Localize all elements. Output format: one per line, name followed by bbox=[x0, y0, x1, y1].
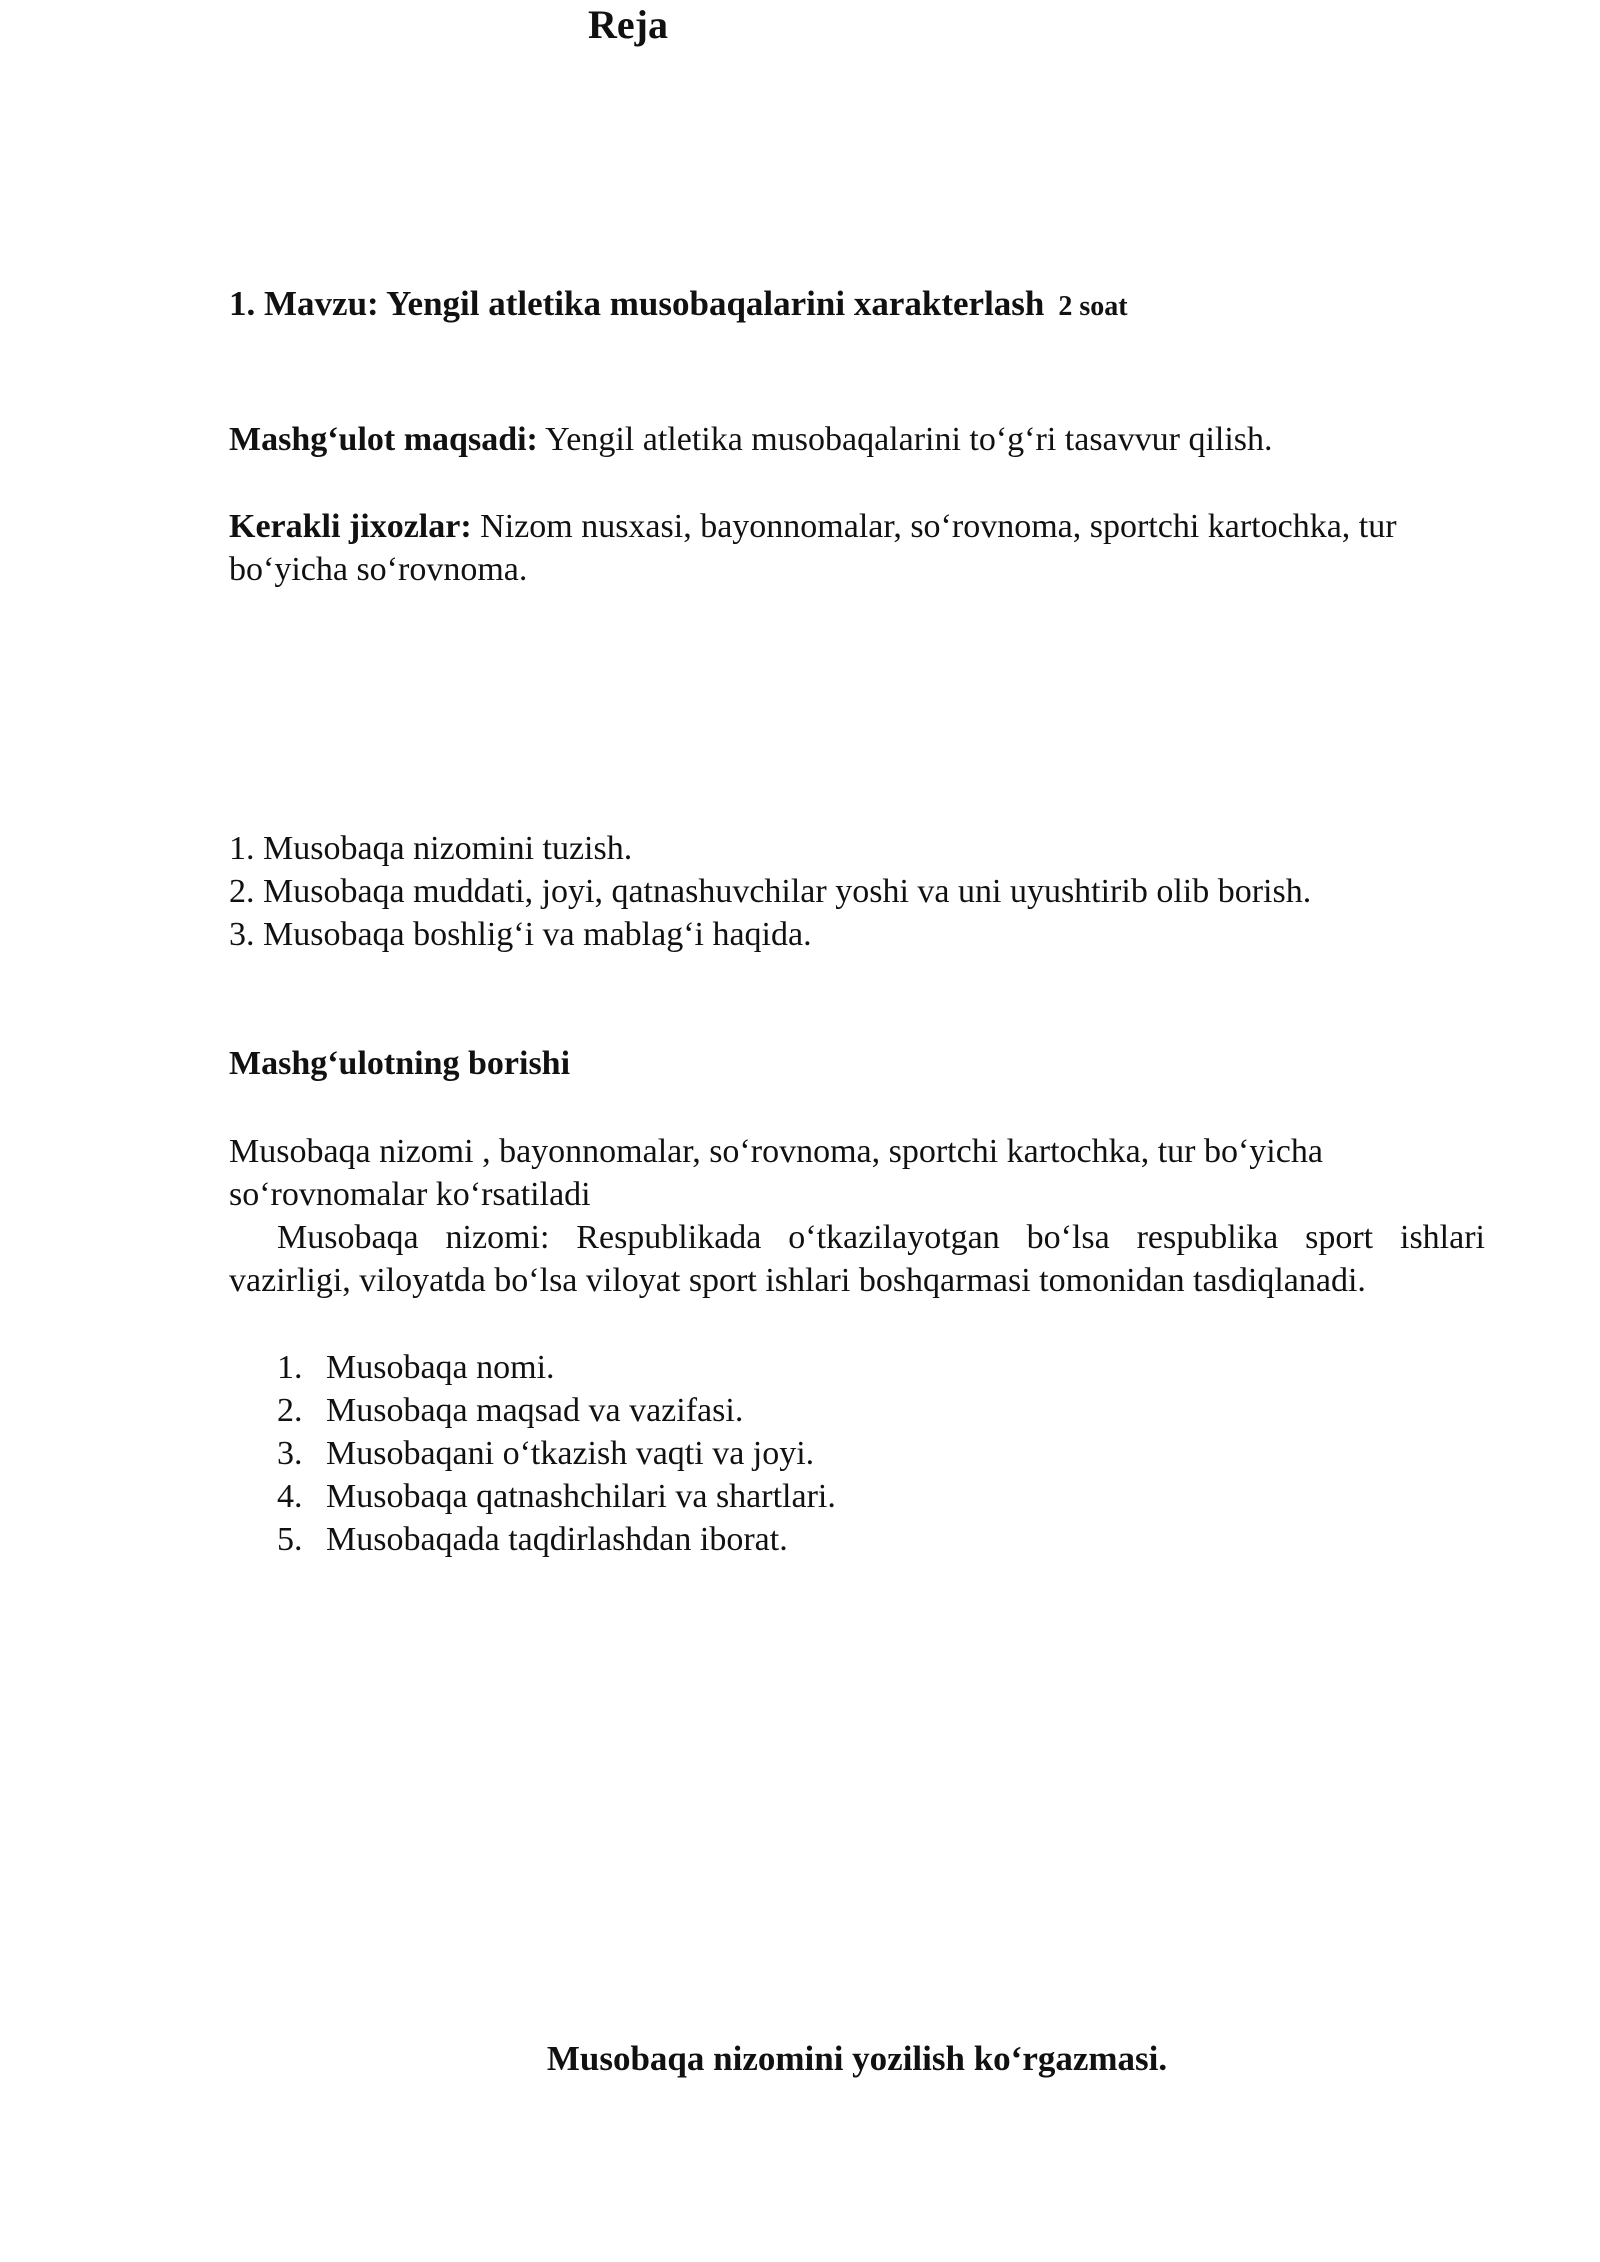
plan-item: 1. Musobaqa nizomini tuzish. bbox=[229, 830, 633, 867]
plan-item: 3. Musobaqa boshlig‘i va mablag‘i haqida. bbox=[229, 916, 812, 953]
plan-heading: Reja bbox=[588, 2, 668, 47]
regulation-list bbox=[277, 1346, 836, 1561]
exhibit-caption: Musobaqa nizomini yozilish ko‘rgazmasi. bbox=[546, 2039, 1168, 2078]
list-item-number: 2. bbox=[277, 1392, 303, 1429]
list-item-text: Musobaqa maqsad va vazifasi. bbox=[326, 1392, 744, 1429]
list-item-number: 3. bbox=[277, 1435, 303, 1472]
plan-item: 2. Musobaqa muddati, joyi, qatnashuvchilar yoshi va uni uyushtirib olib borish. bbox=[229, 873, 1312, 910]
list-item bbox=[277, 1475, 836, 1518]
progress-description bbox=[229, 1130, 1485, 1302]
topic-title bbox=[229, 282, 1485, 328]
progress-intro: Musobaqa nizomi , bayonnomalar, so‘rovnoma, sportchi kartochka, tur bo‘yicha so‘rovnomalar ko‘rsatiladi bbox=[229, 1133, 1323, 1213]
lesson-goal-text: Yengil atletika musobaqalarini to‘g‘ri tasavvur qilish. bbox=[537, 421, 1273, 458]
list-item bbox=[277, 1432, 836, 1475]
lesson-goal bbox=[229, 418, 1485, 461]
list-item-number: 4. bbox=[277, 1478, 303, 1515]
topic-hours: 2 soat bbox=[1058, 291, 1128, 322]
lesson-goal-label: Mashg‘ulot maqsadi: bbox=[229, 421, 538, 458]
list-item-number: 5. bbox=[277, 1521, 303, 1558]
list-item-text: Musobaqa nomi. bbox=[326, 1349, 555, 1386]
progress-paragraph: Musobaqa nizomi: Respublikada o‘tkazilayotgan bo‘lsa respublika sport ishlari vazirligi, viloyatda bo‘lsa viloyat sport ishlari boshqarmasi tomonidan tasdiqlanadi. bbox=[229, 1219, 1485, 1299]
required-equipment-label: Kerakli jixozlar: bbox=[229, 508, 472, 545]
list-item-text: Musobaqada taqdirlashdan iborat. bbox=[326, 1521, 788, 1558]
list-item-text: Musobaqani o‘tkazish vaqti va joyi. bbox=[326, 1435, 815, 1472]
required-equipment bbox=[229, 505, 1485, 591]
list-item bbox=[277, 1346, 836, 1389]
progress-heading: Mashg‘ulotning borishi bbox=[229, 1045, 571, 1082]
list-item-text: Musobaqa qatnashchilari va shartlari. bbox=[326, 1478, 836, 1515]
list-item-number: 1. bbox=[277, 1349, 303, 1386]
plan-list bbox=[229, 827, 1485, 956]
required-equipment-text: Nizom nusxasi, bayonnomalar, so‘rovnoma, sportchi kartochka, tur bo‘yicha so‘rovnoma. bbox=[229, 508, 1397, 588]
list-item bbox=[277, 1389, 836, 1432]
topic-title-text: 1. Mavzu: Yengil atletika musobaqalarini xarakterlash bbox=[229, 284, 1045, 323]
list-item bbox=[277, 1518, 836, 1561]
